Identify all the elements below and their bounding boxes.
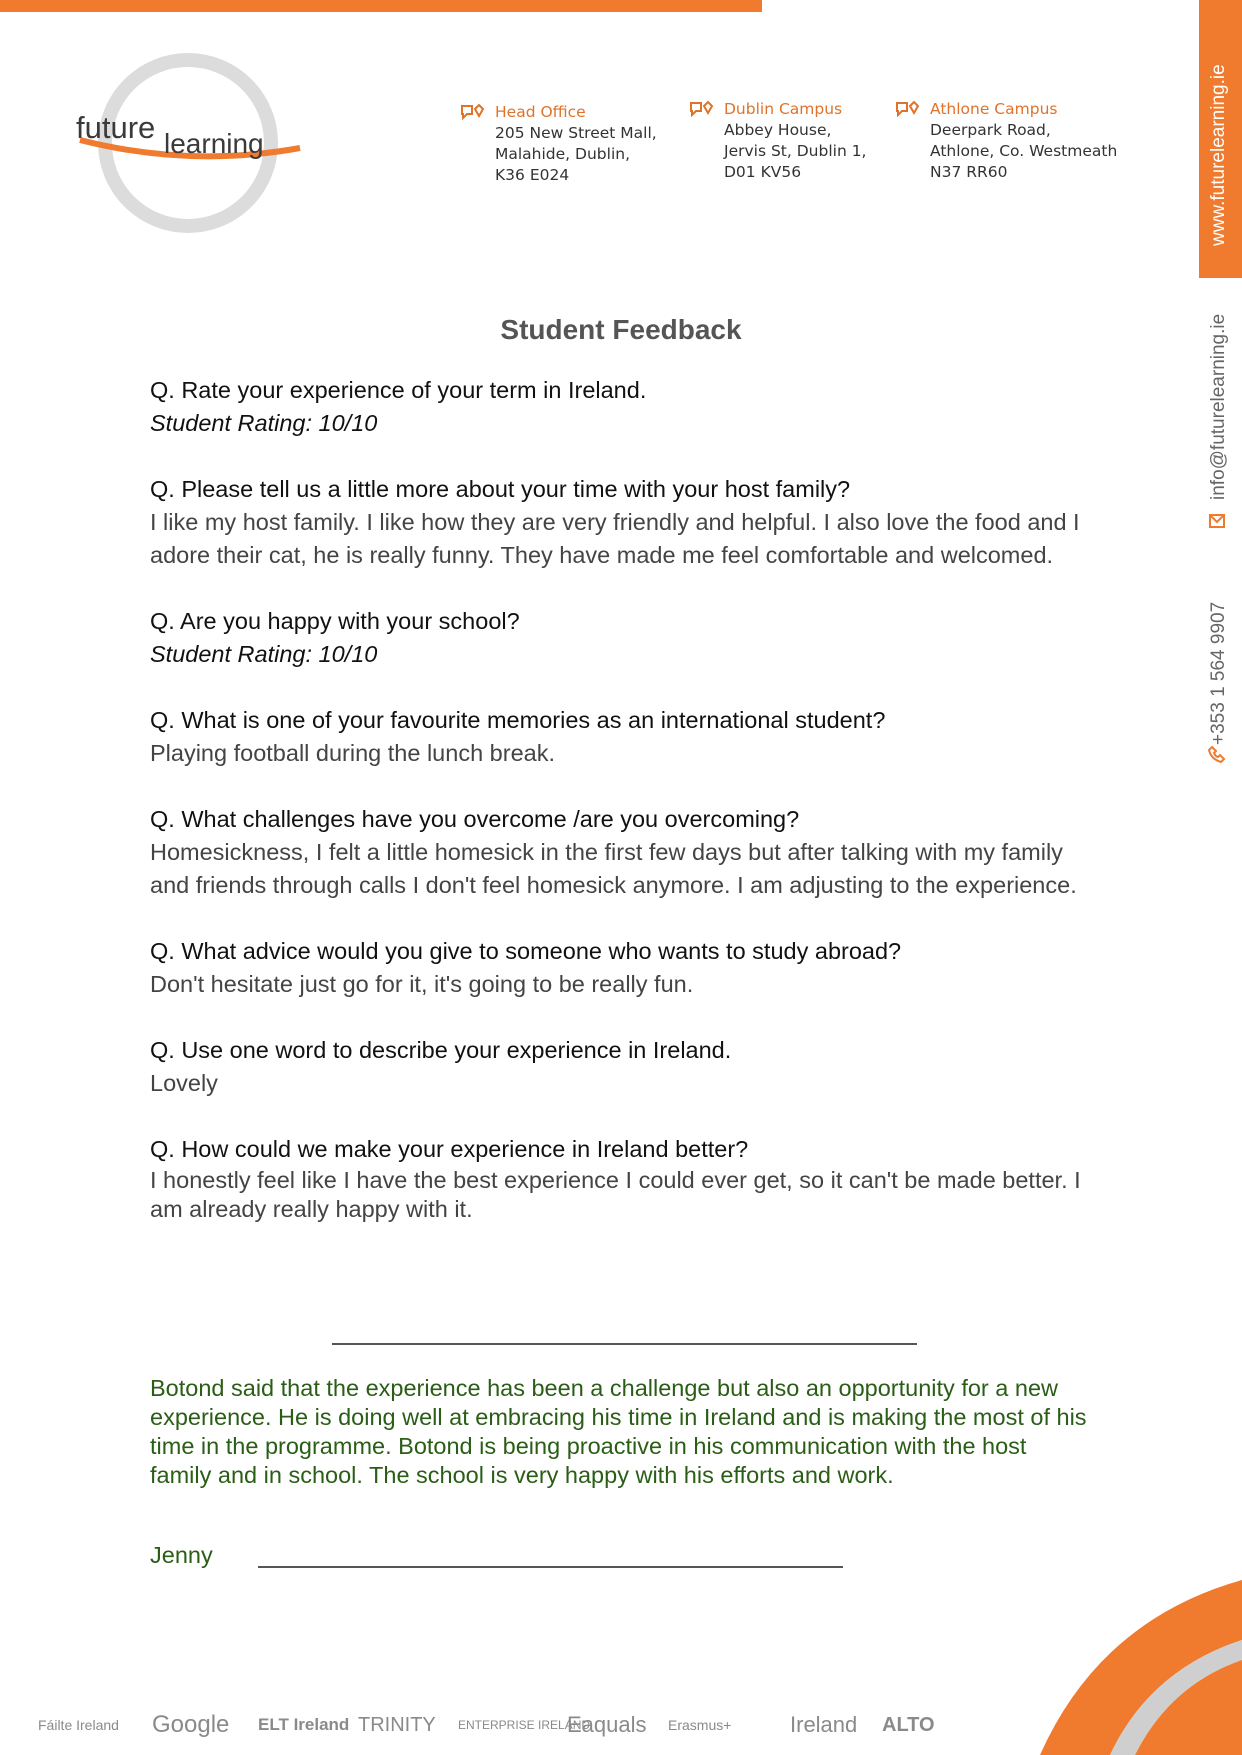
student-rating: Student Rating: 10/10 <box>150 410 378 436</box>
answer: Homesickness, I felt a little homesick in the first few days but after talking with my family and friends through calls I don't feel homesick anymore. I am adjusting to the experience. <box>150 839 1077 898</box>
answer: Don't hesitate just go for it, it's going to be really fun. <box>150 971 694 997</box>
location-pin-icon <box>688 100 714 120</box>
decorative-swoosh <box>1010 1560 1242 1755</box>
office-title: Head Office <box>495 103 586 121</box>
signature-name: Jenny <box>150 1542 213 1568</box>
office-address-line: N37 RR60 <box>930 163 1008 181</box>
question: Q. What is one of your favourite memories as an international student? <box>150 707 886 733</box>
office-address-line: Deerpark Road, <box>930 121 1051 139</box>
coordinator-summary: Botond said that the experience has been a challenge but also an opportunity for a new experience. He is doing well at embracing his time in Ireland and is making the most of his time in the programme. Botond is being proactive in his communication with the host family and in school. The school is very happy with his efforts and work. <box>150 1375 1087 1488</box>
question: Q. What advice would you give to someone who wants to study abroad? <box>150 938 902 964</box>
question: Q. Please tell us a little more about your time with your host family? <box>150 476 851 502</box>
office-address-line: K36 E024 <box>495 166 570 184</box>
partner-logo-failte-ireland: Fáilte Ireland <box>38 1717 119 1733</box>
logo-word-learning: learning <box>164 128 264 159</box>
section-divider <box>332 1343 917 1345</box>
signature-line <box>258 1566 843 1568</box>
partner-logo-eaquals: Eaquals <box>567 1712 647 1737</box>
answer: Playing football during the lunch break. <box>150 740 555 766</box>
partner-logo-google: Google <box>152 1711 230 1738</box>
question: Q. Are you happy with your school? <box>150 608 520 634</box>
phone-icon <box>1208 745 1226 763</box>
mail-icon <box>1208 512 1226 530</box>
phone-number: +353 1 564 9907 <box>1208 601 1229 745</box>
email-link[interactable]: info@futurelearning.ie <box>1208 313 1229 500</box>
website-link[interactable]: www.futurelearning.ie <box>1208 64 1229 246</box>
question: Q. Rate your experience of your term in Ireland. <box>150 377 647 403</box>
question: Q. Use one word to describe your experience in Ireland. <box>150 1037 732 1063</box>
office-address-line: Abbey House, <box>724 121 832 139</box>
office-title: Dublin Campus <box>724 100 843 118</box>
partner-logo-enterprise-ireland: ENTERPRISE IRELAND <box>458 1718 591 1732</box>
partner-logo-alto: ALTO <box>882 1713 935 1736</box>
feedback-content <box>150 374 1100 1224</box>
office-dublin <box>724 99 866 183</box>
answer: I honestly feel like I have the best experience I could ever get, so it can't be made better. I am already really happy with it. <box>150 1167 1081 1222</box>
top-accent-bar <box>0 0 762 12</box>
partner-logo-ireland: Ireland <box>790 1712 858 1737</box>
student-rating: Student Rating: 10/10 <box>150 641 378 667</box>
partner-logo-erasmus: Erasmus+ <box>668 1717 732 1733</box>
office-address-line: Jervis St, Dublin 1, <box>724 142 867 160</box>
question: Q. What challenges have you overcome /are you overcoming? <box>150 806 800 832</box>
office-address-line: D01 KV56 <box>724 163 802 181</box>
office-address-line: Athlone, Co. Westmeath <box>930 142 1118 160</box>
partner-logo-trinity: TRINITY <box>358 1713 436 1736</box>
answer: Lovely <box>150 1070 218 1096</box>
logo-word-future: future <box>76 110 156 145</box>
page-title: Student Feedback <box>500 314 742 345</box>
answer: I like my host family. I like how they are very friendly and helpful. I also love the food and I adore their cat, he is really funny. They have made me feel comfortable and welcomed. <box>150 509 1080 568</box>
location-pin-icon <box>894 100 920 120</box>
question: Q. How could we make your experience in Ireland better? <box>150 1136 749 1162</box>
partner-logo-elt-ireland: ELT Ireland <box>258 1715 350 1734</box>
office-head <box>495 102 657 186</box>
office-address-line: Malahide, Dublin, <box>495 145 630 163</box>
office-address-line: 205 New Street Mall, <box>495 124 657 142</box>
office-athlone <box>930 99 1117 183</box>
location-pin-icon <box>459 103 485 123</box>
office-title: Athlone Campus <box>930 100 1058 118</box>
